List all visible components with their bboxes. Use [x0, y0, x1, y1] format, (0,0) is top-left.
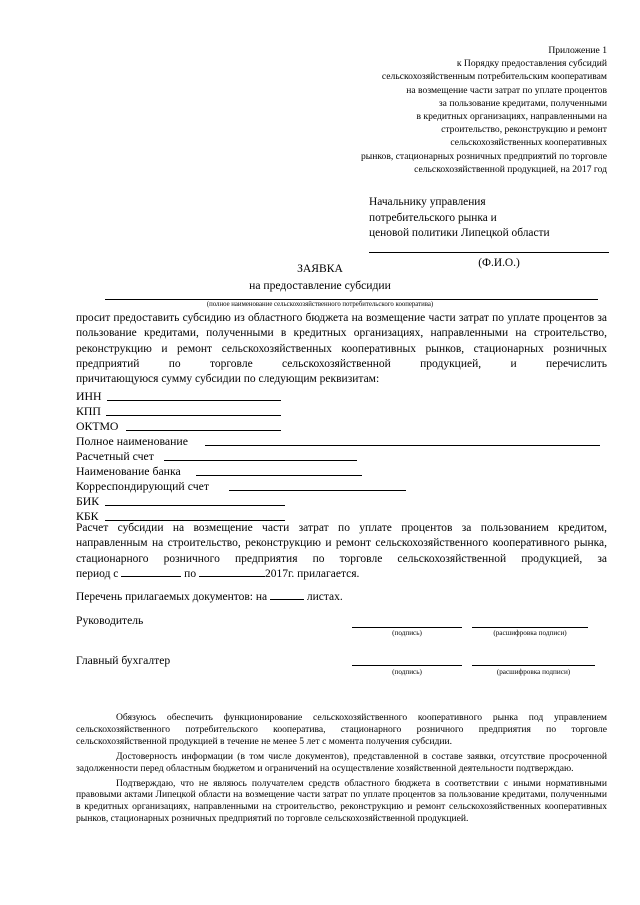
fio-caption: (Ф.И.О.)	[478, 256, 520, 269]
appendix-header	[361, 44, 607, 176]
corr-account-label: Корреспондирующий счет	[76, 479, 210, 493]
calculation-paragraph	[76, 521, 607, 582]
bik-label: БИК	[76, 494, 100, 508]
oktmo-label: ОКТМО	[76, 419, 119, 433]
appendix-line: строительство, реконструкцию и ремонт	[441, 124, 607, 136]
cooperative-name-caption: (полное наименование сельскохозяйственного потребительского кооператива)	[206, 301, 434, 308]
appendix-line: сельскохозяйственной продукцией, на 2017 год	[414, 163, 607, 175]
oktmo-field[interactable]	[126, 430, 281, 431]
accountant-decode-field[interactable]	[472, 665, 595, 666]
appendix-line: к Порядку предоставления субсидий	[456, 58, 607, 70]
appendix-line: сельскохозяйственным потребительским кооперативам	[381, 71, 607, 83]
full-name-label: Полное наименование	[76, 434, 188, 448]
accountant-signature-field[interactable]	[352, 665, 462, 666]
appendix-line: на возмещение части затрат по уплате процентов	[406, 84, 607, 96]
account-field[interactable]	[164, 460, 357, 461]
addressee-line: потребительского рынка и	[369, 211, 497, 224]
appendix-line: сельскохозяйственных кооперативных	[450, 137, 607, 149]
addressee-line: ценовой политики Липецкой области	[369, 227, 550, 239]
kpp-field[interactable]	[106, 415, 281, 416]
attachments-line	[76, 590, 343, 603]
head-decode-field[interactable]	[472, 627, 588, 628]
calculation-text: Расчет субсидии на возмещение части затрат по уплате процентов за пользованием кредитом, направленным на строительство, реконструкцию и ремонт сельскохозяйственного кооперативного рынка, стационарного розничного предприятия по торговле сельскохозяйственной продукцией, за	[76, 522, 607, 565]
kbk-label: КБК	[76, 509, 99, 523]
request-paragraph	[76, 311, 607, 387]
declaration-accuracy: Достоверность информации (в том числе документов), представленной в составе заявки, отсутствие просроченной задолженности перед областным бюджетом и ограничений на осуществление хозяйственной деятельности подтверждаю.	[76, 750, 607, 774]
addressee-name-field[interactable]	[369, 244, 609, 253]
declaration-operation: Обязуюсь обеспечить функционирование сельскохозяйственного кооперативного рынка под управлением сельскохозяйственного потребительского кооператива, стационарного розничного предприятия по торговле сельскохозяйственной продукцией в течение не менее 5 лет с момента получения субсидии.	[76, 712, 607, 747]
addressee-block	[369, 195, 609, 271]
bik-field[interactable]	[105, 505, 285, 506]
accountant-decode-caption: (расшифровка подписи)	[496, 668, 571, 676]
period-suffix: 2017г. прилагается.	[264, 567, 360, 580]
request-text: просит предоставить субсидию из областного бюджета на возмещение части затрат по уплате процентов за пользование кредитами, полученными в кредитных организациях, направленными на строительство, реконструкцию и ремонт сельскохозяйственных кооперативных рынков, стационарных розничных предприятий по торговле сельскохозяйственной продукцией, и перечислить	[76, 312, 607, 370]
head-label: Руководитель	[76, 614, 144, 627]
period-to-field[interactable]	[199, 567, 265, 577]
corr-account-field[interactable]	[229, 490, 406, 491]
appendix-line: Приложение 1	[548, 45, 607, 56]
form-title: ЗАЯВКА	[297, 262, 343, 275]
head-sign-caption: (подпись)	[392, 629, 422, 637]
inn-label: ИНН	[76, 389, 102, 403]
period-prefix: период с	[76, 567, 119, 580]
period-mid: по	[184, 567, 197, 580]
head-decode-caption: (расшифровка подписи)	[493, 629, 567, 637]
accountant-sign-caption: (подпись)	[392, 668, 422, 676]
attachments-count-field[interactable]	[270, 590, 304, 600]
request-text-last: причитающуюся сумму субсидии по следующим реквизитам:	[76, 373, 380, 386]
addressee-line: Начальнику управления	[369, 196, 486, 208]
head-signature-field[interactable]	[352, 627, 462, 628]
declaration-no-other-funding: Подтверждаю, что не являюсь получателем средств областного бюджета в соответствии с иными нормативными правовыми актами Липецкой области на возмещение части затрат по уплате процентов за пользование кредитами, полученными в кредитных организациях, направленными на строительство, реконструкцию и ремонт сельскохозяйственных кооперативных рынков, стационарных розничных предприятий по торговле сельскохозяйственной продукцией.	[76, 777, 607, 825]
bank-field[interactable]	[196, 475, 362, 476]
attachments-suffix: листах.	[306, 591, 343, 603]
bank-label: Наименование банка	[76, 464, 181, 478]
declarations	[76, 712, 607, 828]
accountant-label: Главный бухгалтер	[76, 654, 171, 667]
appendix-line: в кредитных организациях, направленными на	[416, 111, 607, 123]
form-subtitle: на предоставление субсидии	[249, 279, 391, 292]
period-from-field[interactable]	[121, 567, 181, 577]
period-line	[76, 567, 607, 582]
cooperative-name-field[interactable]	[105, 299, 598, 300]
attachments-prefix: Перечень прилагаемых документов: на	[76, 591, 268, 603]
appendix-line: за пользование кредитами, полученными	[438, 97, 607, 109]
account-label: Расчетный счет	[76, 449, 154, 463]
inn-field[interactable]	[107, 400, 281, 401]
kpp-label: КПП	[76, 404, 101, 418]
full-name-field[interactable]	[205, 445, 600, 446]
appendix-line: рынков, стационарных розничных предприятий по торговле	[361, 150, 607, 162]
